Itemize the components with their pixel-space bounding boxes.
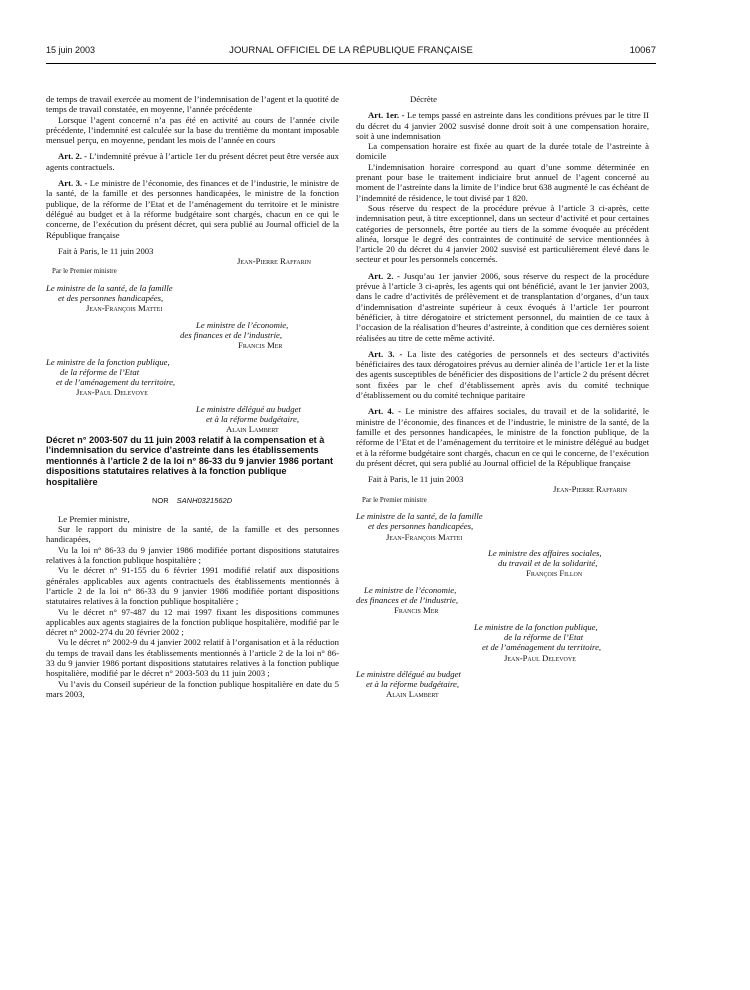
article-2: Art. 2. - L’indemnité prévue à l’article 1er du présent décret peut être versée aux agents contractuels. bbox=[46, 151, 340, 172]
paragraph: Vu la loi n° 86-33 du 9 janvier 1986 modifiée portant dispositions statutaires relatives à la fonction publique hospitalière ; bbox=[46, 544, 339, 566]
article-2: Art. 2. - Jusqu’au 1er janvier 2006, sous réserve du respect de la procédure prévue à l’article 3 ci-après, les agents qui ont bénéficié, avant le 1er janvier 2003, dans le cadre d’activités de prélèvement et de transplantation d’organes, d’un taux d’indemnisation d’astreinte supérieur à ceux évoqués à l’article 1er pourront bénéficier, à titre dérogatoire et strictement personnel, du maintien de ce taux à l’occasion de la réalisation d’heures d’astreinte, à condition que ces dernières soient réalisées au titre de cette même activité. bbox=[356, 270, 649, 343]
paragraph: Lorsque l’agent concerné n’a pas été en activité au cours de l’année civile précédente, l’indemnité est calculée sur la base du trentième du montant imposable mensuel perçu, en moyenne, pendant les mois de l’année en cours bbox=[46, 114, 339, 146]
signature-block: Le ministre de l’économie, des finances et de l’industrie, Francis Mer bbox=[356, 584, 459, 616]
paragraph: Vu le décret n° 91-155 du 6 février 1991 modifié relatif aux dispositions générales applicables aux agents contractuels des établissements mentionnés à l’article 2 de la loi n° 86-33 du 9 janvier 1986 modifiée portant dispositions statutaires relatives à la fonction publique hospitalière ; bbox=[46, 565, 339, 607]
header-rule bbox=[46, 63, 656, 64]
article-3: Art. 3. - Le ministre de l’économie, des finances et de l’industrie, le ministre de la santé, de la famille et des personnes handicapées, le ministre de la fonction publique, de la réforme de l’Etat et de l’aménagement du territoire et le ministre délégué au budget et à la réforme budgétaire sont chargés, chacun en ce qui le concerne, de l’exécution du présent décret, qui sera publié au Journal officiel de la République française bbox=[46, 178, 340, 240]
paragraph: Vu le décret n° 97-487 du 12 mai 1997 fixant les dispositions communes applicables aux agents stagiaires de la fonction publique hospitalière, modifié par le décret n° 2002-274 du 20 février 2002 ; bbox=[46, 606, 339, 638]
paragraph: Vu l’avis du Conseil supérieur de la fonction publique hospitalière en date du 5 mars 2003, bbox=[46, 678, 339, 699]
article-3: Art. 3. - La liste des catégories de personnels et des secteurs d’activités bénéficiaires des taux dérogatoires prévus au dernier alinéa de l’article 1er et la liste des agents susceptibles de bénéficier des dispositions de l’article 2 du présent décret sont fixées par le chef d’établissement après avis du comité technique d’établissement ou du comité technique paritaire bbox=[356, 348, 650, 401]
signature-block: Le ministre de la fonction publique, de la réforme de l’Etat et de l’aménagement du territoire, Jean-Paul Delevoye bbox=[474, 621, 602, 663]
page-header bbox=[46, 45, 656, 59]
by-pm: Par le Premier ministre bbox=[362, 495, 427, 504]
done-at: Fait à Paris, le 11 juin 2003 bbox=[368, 474, 464, 485]
signature-block: Le ministre de l’économie, des finances et de l’industrie, Francis Mer bbox=[180, 319, 289, 351]
signature-block: Le ministre délégué au budget et à la réforme budgétaire, Alain Lambert bbox=[196, 403, 301, 435]
page-number: 10067 bbox=[629, 45, 656, 56]
signature-block: Le ministre de la fonction publique, de la réforme de l’Etat et de l’aménagement du territoire, Jean-Paul Delevoye bbox=[46, 356, 176, 398]
paragraph: La compensation horaire est fixée au quart de la durée totale de l’astreinte à domicile bbox=[356, 141, 649, 162]
signature-pm: Jean-Pierre Raffarin bbox=[237, 256, 311, 267]
paragraph: L’indemnisation horaire correspond au quart d’une somme déterminée en prenant pour base le traitement indiciaire brut annuel de l’agent concerné au moment de l’astreinte dans la limite de l’indice brut 638 augmenté le cas échéant de l’indemnité de résidence, le tout divisé par 1 820. bbox=[356, 161, 649, 203]
article-4: Art. 4. - Le ministre des affaires sociales, du travail et de la solidarité, le ministre de l’économie, des finances et de l’industrie, le ministre de la santé, de la famille et des personnes handicapées, le ministre de la fonction publique, de la réforme de l’Etat et de l’aménagement du territoire et le ministre délégué au budget et à la réforme budgétaire sont chargés, chacun en ce qui le concerne, de l’exécution du présent décret, qui sera publié au Journal officiel de la République française bbox=[356, 406, 649, 468]
paragraph: Sur le rapport du ministre de la santé, de la famille et des personnes handicapées, bbox=[46, 524, 339, 545]
by-pm: Par le Premier ministre bbox=[52, 267, 117, 276]
header-date: 15 juin 2003 bbox=[46, 45, 96, 55]
signature-pm: Jean-Pierre Raffarin bbox=[553, 484, 627, 495]
paragraph: Sous réserve du respect de la procédure prévue à l’article 3 ci-après, cette indemnisation peut, à titre exceptionnel, dans un secteur d’activité et pour certaines catégories de personnels, être portée au tiers de la somme évoquée au précédent alinéa, lorsque le degré des contraintes de continuité de service mentionnées à l’article 20 du décret du 4 janvier 2002 susvisé est particulièrement élevé dans le secteur et pour les personnels concernés. bbox=[356, 202, 649, 265]
header-title: JOURNAL OFFICIEL DE LA RÉPUBLIQUE FRANÇAISE bbox=[229, 45, 473, 56]
signature-block: Le ministre de la santé, de la famille et des personnes handicapées, Jean-François Mattei bbox=[46, 282, 173, 314]
decrete: Décrète bbox=[410, 94, 438, 104]
paragraph: Le Premier ministre, bbox=[58, 513, 130, 524]
signature-block: Le ministre délégué au budget et à la réforme budgétaire, Alain Lambert bbox=[356, 668, 461, 700]
article-1: Art. 1er. - Le temps passé en astreinte dans les conditions prévues par le titre II du décret du 4 janvier 2002 susvisé donne droit soit à une compensation horaire, soit à une indemnisation bbox=[356, 110, 649, 141]
right-column bbox=[356, 94, 649, 700]
signature-block: Le ministre de la santé, de la famille et des personnes handicapées, Jean-François Mattei bbox=[356, 510, 483, 542]
paragraph: Vu le décret n° 2002-9 du 4 janvier 2002 relatif à l’organisation et à la réduction du temps de travail dans les établissements mentionnés à l’article 2 de la loi n° 86-33 du 9 janvier 1986 portant dispositions statutaires relatives à la fonction publique hospitalière, modifié par le décret n° 2003-503 du 11 juin 2003 ; bbox=[46, 637, 339, 679]
paragraph: de temps de travail exercée au moment de l’indemnisation de l’agent et la quotité de temps de travail constatée, en moyenne, l’année précédente bbox=[46, 94, 339, 115]
signature-block: Le ministre des affaires sociales, du travail et de la solidarité, François Fillon bbox=[488, 547, 602, 579]
nor-reference: NOR SANH0321562D bbox=[152, 495, 233, 505]
done-at: Fait à Paris, le 11 juin 2003 bbox=[58, 245, 154, 256]
left-column bbox=[46, 94, 339, 699]
decree-title: Décret n° 2003-507 du 11 juin 2003 relatif à la compensation et à l’indemnisation du service d’astreinte dans les établissements mentionnés à l’article 2 de la loi n° 86-33 du 9 janvier 1986 portant dispositions statutaires relatives à la fonction publique hospitalière bbox=[46, 434, 334, 487]
